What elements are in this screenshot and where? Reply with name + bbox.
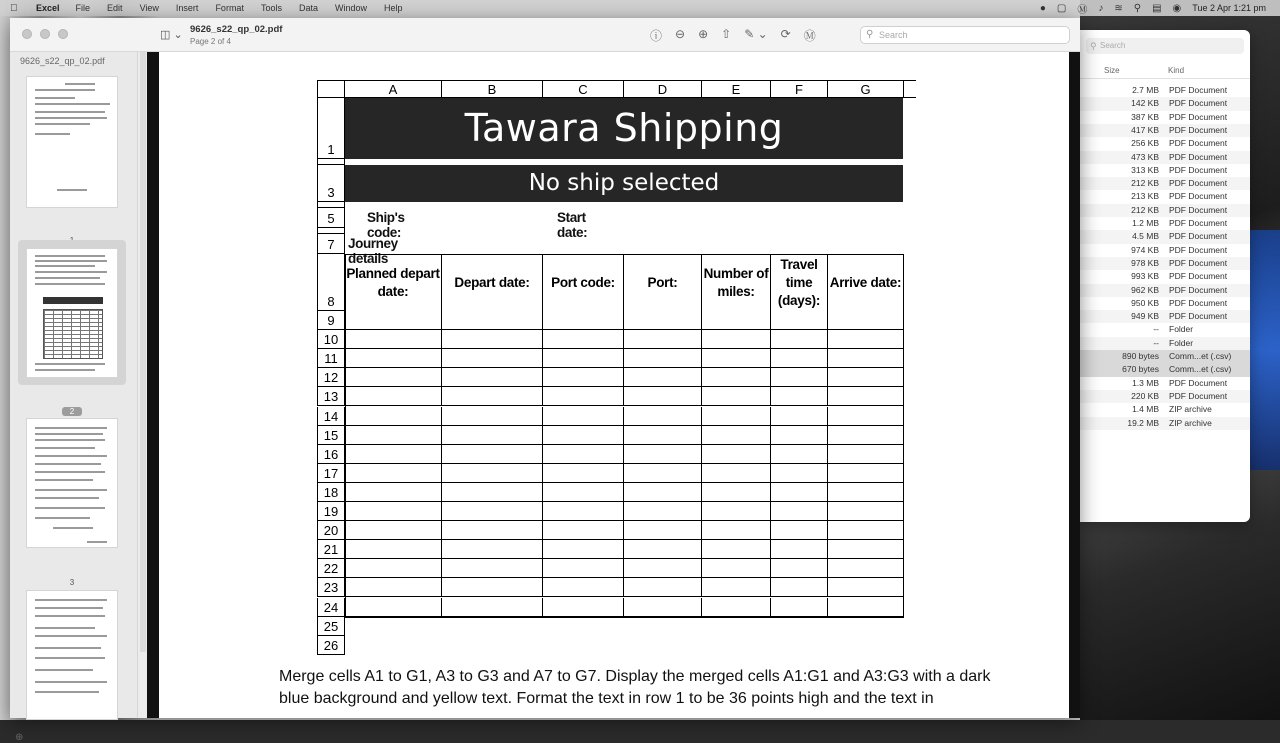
- table-cell: [543, 502, 624, 521]
- table-cell: [543, 598, 624, 617]
- table-cell: [771, 559, 828, 578]
- file-size: 978 KB: [1131, 257, 1159, 268]
- finder-file-row[interactable]: [1080, 97, 1250, 110]
- table-cell: [702, 387, 771, 406]
- table-cell: [442, 445, 543, 464]
- finder-file-row[interactable]: [1080, 84, 1250, 97]
- header-port-code: Port code:: [543, 254, 624, 311]
- table-cell: [624, 540, 702, 559]
- table-cell: [828, 407, 904, 426]
- table-cell: [624, 598, 702, 617]
- table-cell: [345, 330, 442, 349]
- table-cell: [442, 311, 543, 330]
- table-cell: [828, 349, 904, 368]
- row-header-21: 21: [317, 540, 345, 559]
- table-cell: [345, 502, 442, 521]
- finder-file-row[interactable]: [1080, 377, 1250, 390]
- table-cell: [702, 502, 771, 521]
- finder-file-row[interactable]: [1080, 111, 1250, 124]
- file-kind: PDF Document: [1169, 390, 1228, 401]
- row-header-17: 17: [317, 464, 345, 483]
- markup-icon[interactable]: ✎ ⌄: [744, 27, 768, 41]
- thumbnail-sidebar: [10, 52, 138, 743]
- table-cell: [828, 483, 904, 502]
- table-cell: [442, 521, 543, 540]
- file-size: 213 KB: [1131, 191, 1159, 202]
- title-bar: [10, 18, 1080, 52]
- sidebar-filename: 9626_s22_qp_02.pdf: [20, 56, 105, 66]
- row-header-16: 16: [317, 445, 345, 464]
- finder-file-row[interactable]: [1080, 270, 1250, 283]
- menu-edit[interactable]: Edit: [107, 3, 123, 13]
- table-cell: [702, 311, 771, 330]
- file-size: --: [1153, 337, 1159, 348]
- table-cell: [702, 559, 771, 578]
- row-header-20: 20: [317, 521, 345, 540]
- finder-file-row[interactable]: [1080, 323, 1250, 336]
- table-cell: [345, 540, 442, 559]
- table-cell: [771, 598, 828, 617]
- file-size: 387 KB: [1131, 111, 1159, 122]
- table-cell: [345, 483, 442, 502]
- menu-view[interactable]: View: [139, 3, 159, 13]
- info-icon[interactable]: ⓘ: [650, 29, 663, 43]
- menu-tools[interactable]: Tools: [260, 3, 282, 13]
- sidebar-scrollbar[interactable]: [140, 52, 146, 652]
- col-header-f: F: [771, 80, 828, 98]
- page-number-3: 3: [69, 578, 75, 587]
- sound-icon[interactable]: ♪: [1098, 2, 1104, 14]
- row-header-25: 25: [317, 617, 345, 636]
- corner-cell: [317, 80, 345, 98]
- table-cell: [771, 521, 828, 540]
- file-kind: PDF Document: [1169, 297, 1228, 308]
- row-header-7: 7: [317, 234, 345, 254]
- preview-window: [10, 18, 1080, 743]
- menu-window[interactable]: Window: [334, 3, 367, 13]
- table-cell: [543, 521, 624, 540]
- table-cell: [702, 407, 771, 426]
- table-cell: [771, 330, 828, 349]
- finder-file-row[interactable]: [1080, 164, 1250, 177]
- document-title: 9626_s22_qp_02.pdf: [190, 24, 283, 35]
- col-header-h-partial: [904, 80, 916, 98]
- table-cell: [345, 445, 442, 464]
- rotate-icon[interactable]: ⟳: [780, 27, 791, 41]
- row-header-3: 3: [317, 165, 345, 202]
- finder-file-row[interactable]: [1080, 257, 1250, 270]
- table-cell: [828, 368, 904, 387]
- row-header-13: 13: [317, 387, 345, 406]
- table-cell: [624, 483, 702, 502]
- minimize-button[interactable]: [40, 29, 50, 39]
- share-icon[interactable]: ⇧: [721, 27, 732, 41]
- file-kind: PDF Document: [1169, 204, 1228, 215]
- toolbar: [650, 27, 816, 44]
- finder-file-row[interactable]: [1080, 151, 1250, 164]
- file-size: 993 KB: [1131, 271, 1159, 282]
- table-cell: [624, 559, 702, 578]
- table-cell: [543, 311, 624, 330]
- file-kind: PDF Document: [1169, 98, 1228, 109]
- m-icon[interactable]: Ⓜ: [1077, 4, 1088, 16]
- table-cell: [828, 502, 904, 521]
- wifi-icon[interactable]: ≋: [1114, 2, 1123, 14]
- file-size: 212 KB: [1131, 178, 1159, 189]
- col-header-a: A: [345, 80, 442, 98]
- file-size: 950 KB: [1131, 297, 1159, 308]
- row-header-22: 22: [317, 559, 345, 578]
- table-cell: [345, 598, 442, 617]
- col-header-g: G: [828, 80, 904, 98]
- table-cell: [442, 559, 543, 578]
- file-size: 949 KB: [1131, 311, 1159, 322]
- finder-file-row[interactable]: [1080, 417, 1250, 430]
- file-kind: ZIP archive: [1169, 404, 1212, 415]
- table-cell: [771, 407, 828, 426]
- table-cell: [543, 426, 624, 445]
- finder-file-row[interactable]: [1080, 390, 1250, 403]
- row-header-5: 5: [317, 208, 345, 228]
- table-cell: [771, 311, 828, 330]
- table-cell: [442, 330, 543, 349]
- table-cell: [828, 464, 904, 483]
- apple-menu-icon[interactable]: [10, 3, 28, 14]
- finder-file-row[interactable]: [1080, 177, 1250, 190]
- col-header-b: B: [442, 80, 543, 98]
- table-cell: [543, 559, 624, 578]
- table-cell: [828, 521, 904, 540]
- menu-file[interactable]: File: [75, 3, 91, 13]
- file-kind: PDF Document: [1169, 244, 1228, 255]
- table-cell: [828, 559, 904, 578]
- table-cell: [828, 311, 904, 330]
- document-area: [147, 52, 1080, 718]
- finder-file-row[interactable]: [1080, 363, 1250, 376]
- table-cell: [543, 349, 624, 368]
- table-cell: [828, 598, 904, 617]
- table-cell: [543, 330, 624, 349]
- table-cell: [624, 349, 702, 368]
- table-cell: [624, 311, 702, 330]
- table-cell: [771, 578, 828, 597]
- file-kind: PDF Document: [1169, 138, 1228, 149]
- finder-file-row[interactable]: [1080, 204, 1250, 217]
- finder-file-row[interactable]: [1080, 310, 1250, 323]
- col-header-c: C: [543, 80, 624, 98]
- table-cell: [345, 387, 442, 406]
- finder-search-field[interactable]: [1086, 38, 1244, 54]
- finder-file-row[interactable]: [1080, 244, 1250, 257]
- row-header-12: 12: [317, 368, 345, 387]
- table-cell: [345, 464, 442, 483]
- table-cell: [345, 559, 442, 578]
- mini-banner: [43, 297, 103, 304]
- col-header-e: E: [702, 80, 771, 98]
- file-kind: PDF Document: [1169, 111, 1228, 122]
- finder-column-header: [1080, 63, 1250, 79]
- search-icon: ⚲: [1090, 41, 1097, 51]
- file-size: 142 KB: [1131, 98, 1159, 109]
- file-kind: PDF Document: [1169, 124, 1228, 135]
- page-thumbnail-2[interactable]: [26, 248, 118, 378]
- table-cell: [702, 368, 771, 387]
- table-cell: [345, 311, 442, 330]
- file-size: 974 KB: [1131, 244, 1159, 255]
- table-cell: [702, 598, 771, 617]
- table-cell: [624, 502, 702, 521]
- file-kind: Folder: [1169, 337, 1194, 348]
- table-cell: [702, 464, 771, 483]
- add-page-icon[interactable]: ⊕: [15, 732, 24, 743]
- table-cell: [771, 349, 828, 368]
- file-kind: PDF Document: [1169, 271, 1228, 282]
- table-cell: [442, 464, 543, 483]
- user-icon[interactable]: ◉: [1172, 2, 1182, 14]
- table-cell: [702, 578, 771, 597]
- row-header-26: 26: [317, 636, 345, 655]
- question-text: Merge cells A1 to G1, A3 to G3 and A7 to G7. Display the merged cells A1:G1 and A3:G3 with a dark blue background and yellow text. Format the text in row 1 to be 36 points high and the text in: [279, 668, 991, 707]
- row-header-18: 18: [317, 483, 345, 502]
- finder-file-row[interactable]: [1080, 403, 1250, 416]
- table-cell: [771, 483, 828, 502]
- file-kind: PDF Document: [1169, 191, 1228, 202]
- table-cell: [702, 445, 771, 464]
- screen-icon[interactable]: ▢: [1056, 2, 1067, 14]
- table-cell: [828, 578, 904, 597]
- file-kind: Comm...et (.csv): [1169, 351, 1232, 361]
- file-size: 1.2 MB: [1132, 218, 1159, 228]
- pdf-page: [159, 52, 1069, 718]
- row-header-19: 19: [317, 502, 345, 521]
- header-arrive-date: Arrive date:: [828, 254, 904, 311]
- search-icon[interactable]: ⚲: [1133, 2, 1142, 14]
- journey-details-label: Journey details: [348, 236, 398, 266]
- table-cell: [345, 407, 442, 426]
- file-kind: PDF Document: [1169, 85, 1228, 95]
- menu-format[interactable]: Format: [215, 3, 244, 13]
- table-cell: [442, 598, 543, 617]
- title-banner: Tawara Shipping: [345, 98, 903, 159]
- table-cell: [702, 483, 771, 502]
- row-header-8: 8: [317, 254, 345, 311]
- sidebar-toggle-icon[interactable]: ◫ ⌄: [160, 29, 183, 41]
- finder-file-row[interactable]: [1080, 230, 1250, 243]
- file-size: 19.2 MB: [1127, 417, 1159, 428]
- file-size: 220 KB: [1131, 390, 1159, 401]
- control-center-icon[interactable]: ▤: [1152, 2, 1162, 14]
- file-kind: PDF Document: [1169, 377, 1228, 388]
- table-cell: [345, 521, 442, 540]
- file-size: 1.4 MB: [1132, 404, 1159, 415]
- table-cell: [828, 387, 904, 406]
- annotate-icon[interactable]: Ⓜ: [803, 29, 816, 43]
- zoom-button[interactable]: [58, 29, 68, 39]
- table-cell: [543, 387, 624, 406]
- file-size: 473 KB: [1131, 151, 1159, 162]
- file-size: 4.5 MB: [1132, 231, 1159, 242]
- start-date-label: Start date:: [557, 210, 588, 240]
- row-header-1: 1: [317, 98, 345, 159]
- finder-file-row[interactable]: [1080, 217, 1250, 230]
- table-cell: [771, 387, 828, 406]
- col-header-d: D: [624, 80, 702, 98]
- record-icon[interactable]: ●: [1039, 2, 1046, 14]
- file-kind: ZIP archive: [1169, 417, 1212, 428]
- table-cell: [702, 330, 771, 349]
- search-placeholder: Search: [879, 30, 908, 40]
- table-cell: [771, 540, 828, 559]
- finder-file-row[interactable]: [1080, 350, 1250, 363]
- file-kind: Comm...et (.csv): [1169, 364, 1232, 375]
- finder-file-row[interactable]: [1080, 137, 1250, 150]
- file-size: --: [1153, 324, 1159, 335]
- table-cell: [442, 426, 543, 445]
- table-cell: [771, 464, 828, 483]
- table-cell: [624, 330, 702, 349]
- clock[interactable]: Tue 2 Apr 1:21 pm: [1192, 3, 1266, 13]
- table-cell: [543, 407, 624, 426]
- table-cell: [828, 445, 904, 464]
- subtitle-banner: No ship selected: [345, 165, 903, 202]
- file-kind: PDF Document: [1169, 231, 1228, 242]
- table-cell: [543, 464, 624, 483]
- header-planned-depart-date: Planned depart date:: [345, 254, 442, 311]
- mini-grid: [43, 309, 103, 359]
- close-button[interactable]: [22, 29, 32, 39]
- file-size: 212 KB: [1131, 204, 1159, 215]
- row-header-24: 24: [317, 598, 345, 617]
- table-cell: [543, 540, 624, 559]
- finder-file-row[interactable]: [1080, 190, 1250, 203]
- table-cell: [624, 521, 702, 540]
- table-cell: [624, 426, 702, 445]
- page-thumbnail-1[interactable]: [26, 76, 118, 208]
- table-cell: [442, 578, 543, 597]
- table-cell: [771, 445, 828, 464]
- row-header-14: 14: [317, 407, 345, 426]
- table-cell: [543, 368, 624, 387]
- table-cell: [345, 426, 442, 445]
- file-kind: PDF Document: [1169, 151, 1228, 162]
- finder-file-row[interactable]: [1080, 337, 1250, 350]
- table-cell: [543, 578, 624, 597]
- table-cell: [771, 368, 828, 387]
- menu-help[interactable]: Help: [384, 3, 403, 13]
- zoom-out-icon[interactable]: ⊖: [675, 27, 686, 41]
- table-cell: [624, 368, 702, 387]
- page-number-2: 2: [62, 407, 82, 416]
- file-size: 417 KB: [1131, 124, 1159, 135]
- finder-file-row[interactable]: [1080, 284, 1250, 297]
- wallpaper-graffiti: [1245, 230, 1280, 470]
- search-icon: ⚲: [866, 29, 874, 40]
- table-cell: [624, 464, 702, 483]
- column-kind[interactable]: Kind: [1168, 66, 1185, 75]
- header-depart-date: Depart date:: [442, 254, 543, 311]
- table-cell: [702, 349, 771, 368]
- table-cell: [624, 445, 702, 464]
- table-cell: [442, 483, 543, 502]
- table-cell: [442, 540, 543, 559]
- finder-file-row[interactable]: [1080, 124, 1250, 137]
- page-thumbnail-3[interactable]: [26, 418, 118, 548]
- table-cell: [828, 540, 904, 559]
- file-kind: PDF Document: [1169, 164, 1228, 175]
- table-cell: [442, 387, 543, 406]
- row-header-23: 23: [317, 578, 345, 597]
- table-cell: [442, 502, 543, 521]
- file-kind: PDF Document: [1169, 178, 1228, 189]
- table-cell: [442, 368, 543, 387]
- table-cell: [345, 349, 442, 368]
- file-size: 1.3 MB: [1132, 377, 1159, 388]
- row-header-9: 9: [317, 311, 345, 330]
- table-cell: [442, 349, 543, 368]
- file-kind: PDF Document: [1169, 218, 1228, 228]
- menu-insert[interactable]: Insert: [175, 3, 199, 13]
- finder-file-row[interactable]: [1080, 297, 1250, 310]
- table-cell: [624, 407, 702, 426]
- menu-bar: [0, 0, 1280, 16]
- row-header-11: 11: [317, 349, 345, 368]
- table-cell: [543, 483, 624, 502]
- app-menu[interactable]: Excel: [36, 3, 60, 13]
- page-indicator: Page 2 of 4: [190, 37, 231, 46]
- finder-search-placeholder: Search: [1100, 41, 1126, 50]
- row-header-10: 10: [317, 330, 345, 349]
- finder-window: [1080, 30, 1250, 522]
- table-cell: [828, 330, 904, 349]
- table-cell: [442, 407, 543, 426]
- window-controls: [22, 29, 68, 39]
- table-cell: [624, 387, 702, 406]
- table-cell: [771, 502, 828, 521]
- file-kind: PDF Document: [1169, 257, 1228, 268]
- ships-code-label: Ship's code:: [367, 210, 405, 240]
- table-cell: [345, 578, 442, 597]
- table-cell: [624, 578, 702, 597]
- file-size: 670 bytes: [1122, 364, 1159, 375]
- file-kind: PDF Document: [1169, 284, 1228, 295]
- table-cell: [702, 426, 771, 445]
- file-size: 890 bytes: [1122, 351, 1159, 361]
- status-menus: [1040, 0, 1266, 16]
- file-size: 256 KB: [1131, 138, 1159, 149]
- page-thumbnail-4[interactable]: [26, 590, 118, 720]
- table-cell: [702, 540, 771, 559]
- file-size: 962 KB: [1131, 284, 1159, 295]
- column-size[interactable]: Size: [1104, 66, 1120, 75]
- table-cell: [543, 445, 624, 464]
- table-cell: [771, 426, 828, 445]
- header-travel-time: Travel time (days):: [771, 254, 828, 311]
- row-header-15: 15: [317, 426, 345, 445]
- file-size: 2.7 MB: [1132, 85, 1159, 95]
- header-port: Port:: [624, 254, 702, 311]
- table-cell: [345, 368, 442, 387]
- file-kind: PDF Document: [1169, 311, 1228, 322]
- table-cell: [828, 426, 904, 445]
- toolbar-search-field[interactable]: [860, 26, 1070, 44]
- menu-data[interactable]: Data: [298, 3, 318, 13]
- header-number-of-miles: Number of miles:: [702, 254, 771, 311]
- zoom-in-icon[interactable]: ⊕: [698, 27, 709, 41]
- file-size: 313 KB: [1131, 164, 1159, 175]
- file-kind: Folder: [1169, 324, 1194, 335]
- table-cell: [702, 521, 771, 540]
